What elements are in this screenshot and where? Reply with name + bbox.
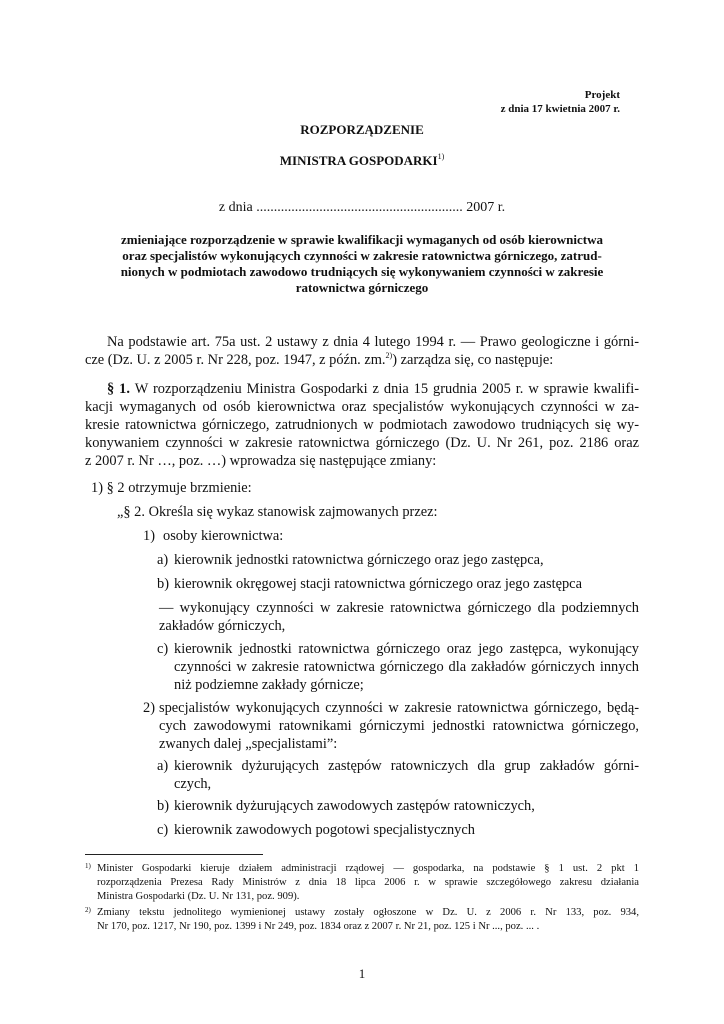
item-line: kierownik jednostki ratownictwa górniczego oraz jego zastępca, wykonujący [174, 641, 639, 657]
issuer-heading [85, 153, 639, 169]
subject-line: ratownictwa górniczego [295, 280, 429, 295]
page-number: 1 [358, 966, 366, 981]
section-1-text: W rozporządzeniu Ministra Gospodarki z dnia 15 grudnia 2005 r. w sprawie kwalifi- [129, 381, 639, 397]
item-marker: a) [157, 758, 169, 774]
item-line: czynności w zakresie ratownictwa górniczego dla zakładów górniczych innych [174, 659, 639, 675]
section-1 [85, 380, 639, 470]
preamble-line: Na podstawie art. 75a ust. 2 ustawy z dnia 4 lutego 1994 r. — Prawo geologiczne i górni- [107, 334, 639, 350]
section-1-line: kresie ratownictwa górniczego, zatrudnionych w podmiotach zawodowo trudniących się wy- [85, 417, 639, 433]
subject-line: nionych w podmiotach zawodowo trudniących się wykonywaniem czynności w zakresie [120, 264, 604, 279]
draft-word: Projekt [584, 89, 620, 101]
footnote-separator [85, 854, 263, 855]
footnote-mark: 1) [85, 862, 91, 870]
item-text: kierownik dyżurujących zawodowych zastępów ratowniczych, [174, 798, 535, 814]
footnote-mark: 2) [85, 906, 91, 914]
footnote-ref-1: 1) [437, 152, 445, 161]
dash-line: — wykonujący czynności w zakresie ratownictwa górniczego dla podziemnych [159, 600, 639, 616]
section-1-line: kacji wymaganych od osób kierownictwa oraz specjalistów wykonujących czynności w za- [85, 399, 639, 415]
quoted-paragraph: „§ 2. Określa się wykaz stanowisk zajmowanych przez: [117, 504, 438, 520]
list-item [157, 821, 639, 839]
item-marker: c) [157, 822, 169, 838]
list-item [143, 527, 633, 545]
footnote-1 [85, 862, 639, 904]
preamble-text: cze (Dz. U. z 2005 r. Nr 228, poz. 1947, z późn. zm. [85, 352, 386, 368]
item-line: specjalistów wykonujących czynności w zakresie ratownictwa górniczego, będą- [159, 700, 639, 716]
item-text: kierownik okręgowej stacji ratownictwa górniczego oraz jego zastępca [174, 576, 582, 592]
footnote-line: Nr 170, poz. 1217, Nr 190, poz. 1399 i Nr 249, poz. 1834 oraz z 2007 r. Nr 21, poz. 125 i Nr ..., poz. ... . [97, 921, 540, 932]
item-line: cych zawodowymi ratownikami górniczymi jednostki ratownictwa górniczego, [159, 718, 639, 734]
footnote-ref-2: 2) [385, 351, 393, 360]
document-title: ROZPORZĄDZENIE [300, 122, 424, 137]
issue-date-line: z dnia ........................................................... 2007 r. [218, 200, 506, 215]
section-1-line [85, 380, 639, 398]
footnote-line: Minister Gospodarki kieruje działem administracji rządowej — gospodarka, na podstawie § 1 ust. 2 pkt 1 [97, 863, 639, 874]
item-marker: 1) [143, 528, 155, 544]
section-1-label: § 1. [107, 381, 130, 397]
item-text: kierownik zawodowych pogotowi specjalistycznych [174, 822, 475, 838]
item-marker: a) [157, 552, 169, 568]
item-marker: 1) [91, 480, 103, 496]
list-item [157, 575, 637, 593]
subject-heading [85, 232, 639, 296]
item-text: § 2 otrzymuje brzmienie: [106, 480, 252, 496]
subject-line: oraz specjalistów wykonujących czynności w zakresie ratownictwa górniczego, zatrud- [122, 248, 602, 263]
item-line: kierownik dyżurujących zastępów ratowniczych dla grup zakładów górni- [174, 758, 639, 774]
item-marker: c) [157, 641, 169, 657]
list-item [143, 699, 639, 753]
preamble-line [85, 351, 639, 369]
item-marker: b) [157, 798, 169, 814]
section-1-line: konywaniem czynności w zakresie ratownictwa górniczego (Dz. U. Nr 261, poz. 2186 oraz [85, 435, 639, 451]
item-text: kierownik jednostki ratownictwa górniczego oraz jego zastępca, [174, 552, 544, 568]
dash-line: zakładów górniczych, [159, 618, 286, 634]
list-item [91, 479, 631, 497]
list-item [157, 797, 639, 815]
footnote-line: Ministra Gospodarki (Dz. U. Nr 131, poz. 909). [97, 891, 300, 902]
item-line: zwanych dalej „specjalistami”: [159, 736, 338, 752]
item-marker: 2) [143, 700, 155, 716]
list-item [157, 551, 637, 569]
draft-date: z dnia 17 kwietnia 2007 r. [500, 103, 620, 115]
list-item [157, 640, 639, 694]
list-item [157, 757, 639, 793]
item-line: niż podziemne zakłady górnicze; [174, 677, 364, 693]
footnote-line: rozporządzenia Prezesa Rady Ministrów z dnia 18 lipca 2006 r. w sprawie szczegółowego zakresu działania [97, 877, 639, 888]
preamble [85, 333, 639, 369]
subject-line: zmieniające rozporządzenie w sprawie kwalifikacji wymaganych od osób kierownictwa [121, 232, 603, 247]
item-line: czych, [174, 776, 212, 792]
draft-label [501, 88, 620, 116]
item-text: osoby kierownictwa: [163, 528, 284, 544]
section-1-line: z 2007 r. Nr …, poz. …) wprowadza się następujące zmiany: [85, 453, 437, 469]
dash-paragraph [159, 599, 639, 635]
issuer-name: MINISTRA GOSPODARKI [279, 153, 438, 168]
item-marker: b) [157, 576, 169, 592]
preamble-text: ) zarządza się, co następuje: [392, 352, 554, 368]
footnote-2 [85, 906, 639, 934]
footnote-line: Zmiany tekstu jednolitego wymienionej ustawy zostały ogłoszone w Dz. U. z 2006 r. Nr 133, poz. 934, [97, 907, 639, 918]
